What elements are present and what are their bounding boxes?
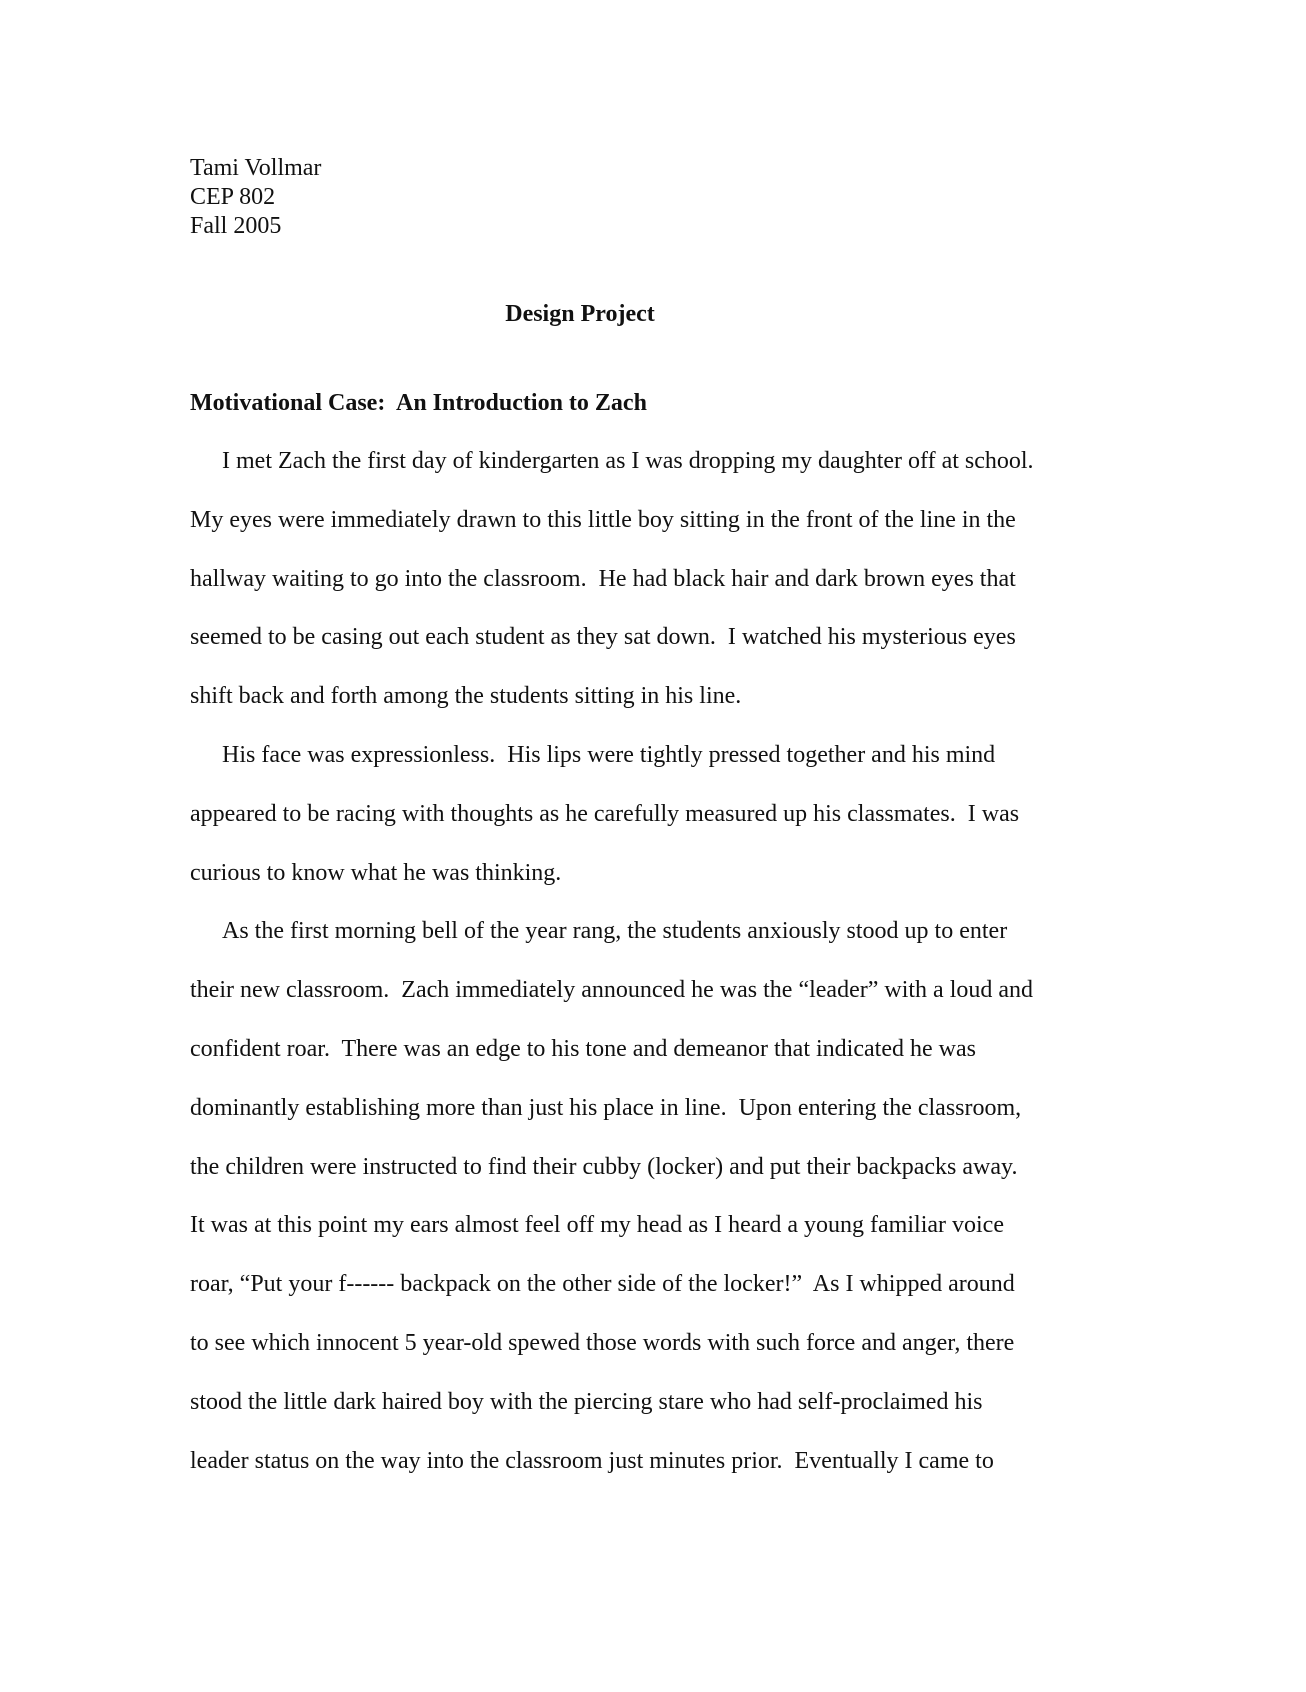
paragraph-line: roar, “Put your f------ backpack on the other side of the locker!” As I whipped around [190,1271,1015,1298]
paragraph-line: to see which innocent 5 year-old spewed those words with such force and anger, there [190,1329,1015,1356]
paragraph-line: curious to know what he was thinking. [190,859,562,886]
document-header [190,154,321,241]
term: Fall 2005 [190,213,282,239]
paragraph-line: I met Zach the first day of kindergarten as I was dropping my daughter off at school. [222,448,1034,474]
paragraph-line: the children were instructed to find their cubby (locker) and put their backpacks away. [190,1153,1018,1180]
author-name: Tami Vollmar [190,155,322,181]
document-title: Design Project [505,301,655,327]
paragraph-line: stood the little dark haired boy with the piercing stare who had self-proclaimed his [190,1388,983,1415]
paragraph-line: My eyes were immediately drawn to this little boy sitting in the front of the line in the [190,506,1016,533]
paragraph-line: hallway waiting to go into the classroom. He had black hair and dark brown eyes that [190,565,1016,592]
paragraph-line: their new classroom. Zach immediately announced he was the “leader” with a loud and [190,977,1034,1004]
paragraph-line: appeared to be racing with thoughts as he carefully measured up his classmates. I was [190,800,1020,827]
section-heading: Motivational Case: An Introduction to Zach [190,390,647,416]
paragraph-line: leader status on the way into the classroom just minutes prior. Eventually I came to [190,1447,994,1474]
paragraph-line: confident roar. There was an edge to his tone and demeanor that indicated he was [190,1035,976,1062]
course-code: CEP 802 [190,184,276,210]
paragraph-line: As the first morning bell of the year rang, the students anxiously stood up to enter [222,918,1008,945]
paragraph-line: His face was expressionless. His lips were tightly pressed together and his mind [222,741,996,768]
paragraph-line: It was at this point my ears almost feel off my head as I heard a young familiar voice [190,1212,1004,1239]
paragraph-line: shift back and forth among the students sitting in his line. [190,683,742,710]
paragraph-line: dominantly establishing more than just his place in line. Upon entering the classroom, [190,1094,1022,1121]
paragraph-line: seemed to be casing out each student as they sat down. I watched his mysterious eyes [190,624,1016,651]
body-text [190,446,1190,1504]
